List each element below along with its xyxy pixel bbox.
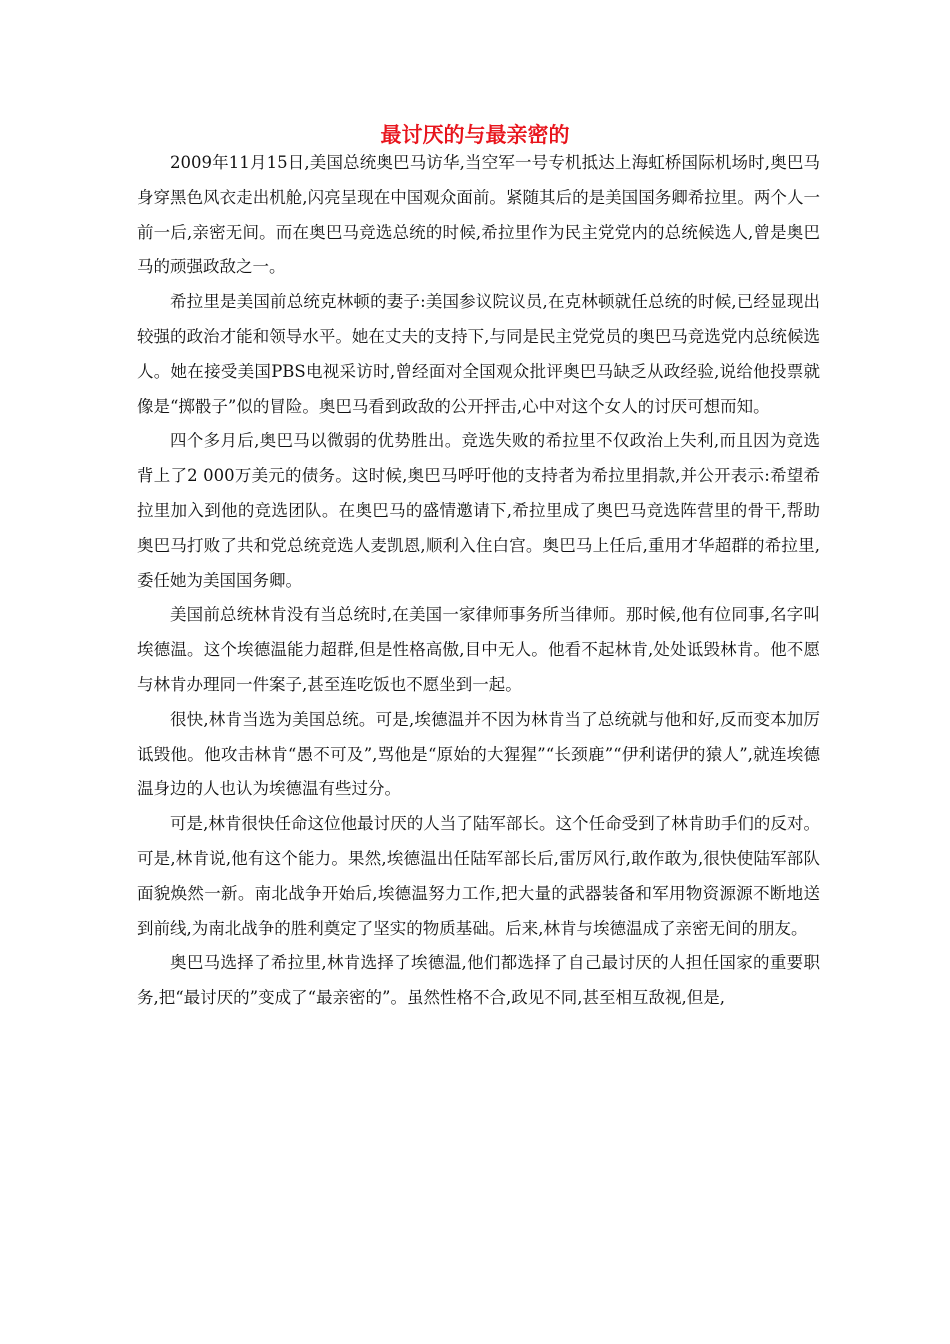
paragraph-obama-visit: 2009年11月15日,美国总统奥巴马访华,当空军一号专机抵达上海虹桥国际机场时,奥巴马身穿黑色风衣走出机舱,闪亮呈现在中国观众面前。紧随其后的是美国国务卿希拉里。两个人一前一后,亲密无间。而在奥巴马竞选总统的时候,希拉里作为民主党党内的总统候选人,曾是奥巴马的顽强政敌之一。 xyxy=(137,153,820,277)
paragraph-obama-wins: 四个多月后,奥巴马以微弱的优势胜出。竞选失败的希拉里不仅政治上失利,而且因为竞选背上了2 000万美元的债务。这时候,奥巴马呼吁他的支持者为希拉里捐款,并公开表示:希望希拉里加入到他的竞选团队。在奥巴马的盛情邀请下,希拉里成了奥巴马竞选阵营里的骨干,帮助奥巴马打败了共和党总统竞选人麦凯恩,顺利入住白宫。奥巴马上任后,重用才华超群的希拉里,委任她为美国国务卿。 xyxy=(137,431,820,590)
paragraph-war-secretary: 可是,林肯很快任命这位他最讨厌的人当了陆军部长。这个任命受到了林肯助手们的反对。可是,林肯说,他有这个能力。果然,埃德温出任陆军部长后,雷厉风行,敢作敢为,很快使陆军部队面貌焕然一新。南北战争开始后,埃德温努力工作,把大量的武器装备和军用物资源源不断地送到前线,为南北战争的胜利奠定了坚实的物质基础。后来,林肯与埃德温成了亲密无间的朋友。 xyxy=(137,814,820,938)
paragraph-conclusion: 奥巴马选择了希拉里,林肯选择了埃德温,他们都选择了自己最讨厌的人担任国家的重要职务,把“最讨厌的”变成了“最亲密的”。虽然性格不合,政见不同,甚至相互敌视,但是, xyxy=(137,953,820,1008)
paragraph-lincoln-president: 很快,林肯当选为美国总统。可是,埃德温并不因为林肯当了总统就与他和好,反而变本加厉诋毁他。他攻击林肯“愚不可及”,骂他是“原始的大猩猩”“长颈鹿”“伊利诺伊的猿人”,就连埃德温身边的人也认为埃德温有些过分。 xyxy=(137,709,820,799)
article-body xyxy=(137,146,820,1016)
paragraph-lincoln-edwin: 美国前总统林肯没有当总统时,在美国一家律师事务所当律师。那时候,他有位同事,名字叫埃德温。这个埃德温能力超群,但是性格高傲,目中无人。他看不起林肯,处处诋毁林肯。他不愿与林肯办理同一件案子,甚至连吃饭也不愿坐到一起。 xyxy=(137,605,820,694)
paragraph-hillary-background: 希拉里是美国前总统克林顿的妻子:美国参议院议员,在克林顿就任总统的时候,已经显现出较强的政治才能和领导水平。她在丈夫的支持下,与同是民主党党员的奥巴马竞选党内总统候选人。她在接受美国PBS电视采访时,曾经面对全国观众批评奥巴马缺乏从政经验,说给他投票就像是“掷骰子”似的冒险。奥巴马看到政敌的公开抨击,心中对这个女人的讨厌可想而知。 xyxy=(137,292,820,416)
document-title: 最讨厌的与最亲密的 xyxy=(380,123,570,147)
